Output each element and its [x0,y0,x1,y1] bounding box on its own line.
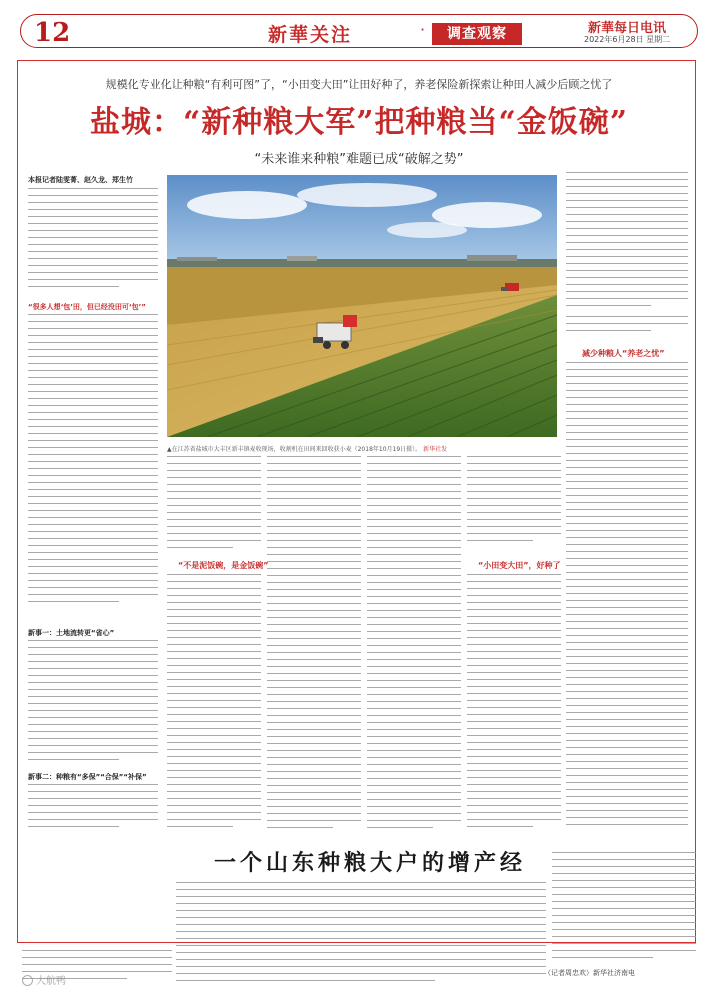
subtitle-4: 减少种粮人“养老之忧” [582,349,665,358]
subtitle-2: “不是泥饭碗，是金饭碗” [178,561,269,570]
section-separator: · [420,20,426,39]
article-subhead: “未来谁来种粮”难题已成“破解之势” [254,152,464,167]
bottom-right-column [552,852,696,964]
text-column-4 [367,456,461,836]
text-column-1d [28,784,158,836]
watermark [22,972,66,987]
page-header [0,0,718,56]
bottom-body [176,882,546,988]
watermark-icon [22,975,33,986]
subtitle-5: 新事一：土地流转更“省心” [28,629,115,637]
paper-name: 新華每日电讯 [588,21,667,36]
text-column-6c [566,362,688,836]
photo-caption [167,444,557,453]
subtitle-6: 新事二：种粮有“多保”“合保”“补保” [28,773,147,781]
section-name: 调查观察 [432,23,522,45]
harvest-field-image [167,175,557,437]
paper-date: 2022年6月28日 星期二 [584,35,671,44]
subtitle-3: “小田变大田”，好种了 [478,561,561,570]
caption-text: ▲在江苏省盐城市大丰区新丰镇麦收现场，收割机在田间来回收获小麦（2018年10月19日摄）。 [167,446,422,453]
text-column-1c [28,640,158,766]
harvest-photo [167,175,557,437]
section-brand: 新華关注 [268,24,353,46]
caption-credit: 新华社发 [423,446,448,453]
text-column-6b [566,316,688,338]
subtitle-1: “很多人想‘包’田，但已经没田可‘包’” [28,303,146,311]
article-kicker: 规模化专业化让种粮“有利可图”了，“小田变大田”让田好种了，养老保险新探索让种田人减少后顾之忧了 [105,78,613,91]
text-column-5 [467,456,561,552]
text-column-5b [467,574,561,836]
text-column-2b [167,574,261,836]
text-column-3 [267,456,361,836]
text-column-2 [167,456,261,556]
page-number: 12 [34,18,71,48]
text-column-1b [28,314,158,614]
text-column-1 [28,188,158,298]
watermark-text: 大航鸭 [36,976,66,987]
bottom-article-title: 一个山东种粮大户的增产经 [213,850,526,876]
bottom-article-byline: （记者周忠欢）新华社济南电 [544,969,635,977]
article-headline: 盐城：“新种粮大军”把种粮当“金饭碗” [89,105,629,140]
text-column-6 [566,172,688,312]
article-byline: 本报记者陆雯菁、赵久龙、郑生竹 [28,176,133,184]
